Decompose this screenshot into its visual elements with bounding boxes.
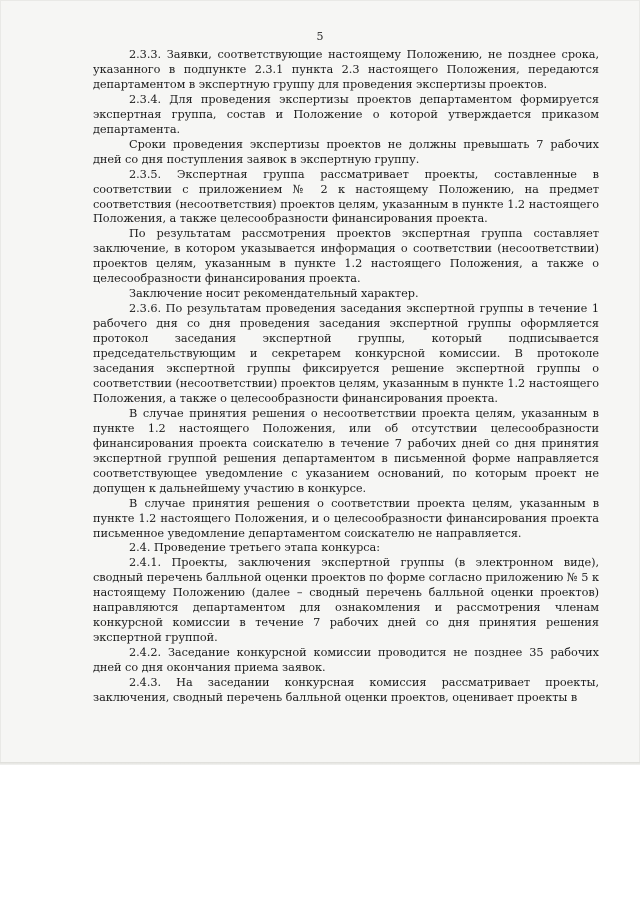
paragraph-rejection-notice: В случае принятия решения о несоответствии проекта целям, указанным в пункте 1.2 настоящего Положения, или об отсутствии целесообразности финансирования проекта соискателю в течение 7 рабочих дней со дня принятия экспертной группой решения департаментом в письменной форме направляется соответствующее уведомление с указанием оснований, по которым проект не допущен к дальнейшему участию в конкурсе. (93, 406, 599, 495)
scan-edge-divider (0, 762, 640, 765)
paragraph-expertise-terms: Сроки проведения экспертизы проектов не должны превышать 7 рабочих дней со дня поступления заявок в экспертную группу. (93, 137, 599, 166)
document-body (93, 48, 599, 706)
paragraph-acceptance-notice: В случае принятия решения о соответствии проекта целям, указанным в пункте 1.2 настоящего Положения, и о целесообразности финансирования проекта письменное уведомление департаментом соискателю не направляется. (93, 496, 599, 540)
paragraph-expert-conclusion: По результатам рассмотрения проектов экспертная группа составляет заключение, в котором указывается информация о соответствии (несоответствии) проектов целям, указанным в пункте 1.2 настоящего Положения, а также о целесообразности финансирования проекта. (93, 227, 599, 286)
page-number: 5 (316, 30, 324, 43)
paragraph-2-3-6: 2.3.6. По результатам проведения заседания экспертной группы в течение 1 рабочего дня со дня проведения заседания экспертной группы оформляется протокол заседания экспертной группы, который подписывается председательствующим и секретарем конкурсной комиссии. В протоколе заседания экспертной группы фиксируется решение экспертной группы о соответствии (несоответствии) проектов целям, указанным в пункте 1.2 настоящего Положения, а также о целесообразности финансирования проекта. (93, 302, 599, 405)
paragraph-2-4-1: 2.4.1. Проекты, заключения экспертной группы (в электронном виде), сводный перечень балльной оценки проектов по форме согласно приложению № 5 к настоящему Положению (далее – сводный перечень балльной оценки проектов) направляются департаментом для ознакомления и рассмотрения членам конкурсной комиссии в течение 7 рабочих дней со дня принятия решения экспертной группой. (93, 556, 599, 645)
paragraph-2-4-3: 2.4.3. На заседании конкурсная комиссия рассматривает проекты, заключения, сводный перечень балльной оценки проектов, оценивает проекты в (93, 676, 599, 704)
paragraph-2-4-heading: 2.4. Проведение третьего этапа конкурса: (129, 541, 380, 555)
paragraph-2-3-3: 2.3.3. Заявки, соответствующие настоящему Положению, не позднее срока, указанного в подпункте 2.3.1 пункта 2.3 настоящего Положения, передаются департаментом в экспертную группу для проведения экспертизы проектов. (93, 48, 599, 91)
paragraph-2-3-5: 2.3.5. Экспертная группа рассматривает проекты, составленные в соответствии с приложением № 2 к настоящему Положению, на предмет соответствия (несоответствия) проектов целям, указанным в пункте 1.2 настоящего Положения, а также целесообразности финансирования проекта. (93, 167, 599, 226)
paragraph-2-3-4: 2.3.4. Для проведения экспертизы проектов департаментом формируется экспертная группа, состав и Положение о которой утверждается приказом департамента. (93, 92, 599, 136)
paragraph-2-4-2: 2.4.2. Заседание конкурсной комиссии проводится не позднее 35 рабочих дней со дня окончания приема заявок. (93, 646, 599, 675)
paragraph-conclusion-advisory: Заключение носит рекомендательный характер. (129, 287, 419, 301)
